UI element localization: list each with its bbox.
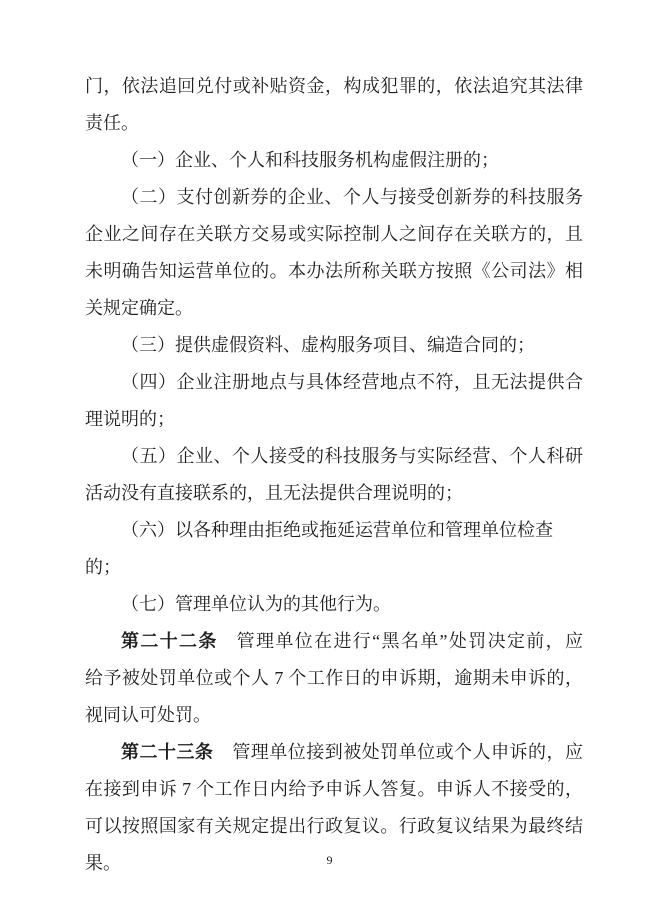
text-line: 未明确告知运营单位的。本办法所称关联方按照《公司法》相 — [85, 261, 583, 281]
article-number-label: 第二十三条 — [121, 742, 214, 762]
text-line: （四）企业注册地点与具体经营地点不符，且无法提供合 — [121, 372, 583, 392]
text-line: 果。 — [85, 853, 121, 873]
text-line: （二）支付创新券的企业、个人与接受创新券的科技服务 — [121, 187, 583, 207]
text-line: （一）企业、个人和科技服务机构虚假注册的； — [121, 150, 499, 170]
text-line — [85, 623, 583, 660]
text-line: 理说明的； — [85, 409, 175, 429]
text-line — [85, 734, 583, 771]
text-line: 门，依法追回兑付或补贴资金，构成犯罪的，依法追究其法律 — [85, 76, 583, 96]
text-line: （六）以各种理由拒绝或拖延运营单位和管理单位检查的； — [85, 520, 553, 577]
page-number: 9 — [326, 853, 333, 867]
text-line: （三）提供虚假资料、虚构服务项目、编造合同的； — [121, 335, 535, 355]
text-line: （五）企业、个人接受的科技服务与实际经营、个人科研 — [121, 446, 583, 466]
article-text: 管理单位接到被处罚单位或个人申诉的，应 — [232, 742, 584, 762]
text-line: 给予被处罚单位或个人 7 个工作日的申诉期，逾期未申诉的， — [85, 668, 583, 688]
text-line: 关规定确定。 — [85, 298, 193, 318]
text-line: 企业之间存在关联方交易或实际控制人之间存在关联方的，且 — [85, 224, 583, 244]
text-line: 在接到申诉 7 个工作日内给予申诉人答复。申诉人不接受的， — [85, 779, 583, 799]
article-text: 管理单位在进行“黑名单”处罚决定前，应 — [236, 631, 584, 651]
text-line: 可以按照国家有关规定提出行政复议。行政复议结果为最终结 — [85, 816, 583, 836]
text-line: 视同认可处罚。 — [85, 705, 211, 725]
text-line: （七）管理单位认为的其他行为。 — [121, 594, 391, 614]
text-line: 责任。 — [85, 113, 139, 133]
text-line: 活动没有直接联系的，且无法提供合理说明的； — [85, 483, 463, 503]
document-body — [85, 68, 583, 882]
article-number-label: 第二十二条 — [121, 631, 218, 651]
